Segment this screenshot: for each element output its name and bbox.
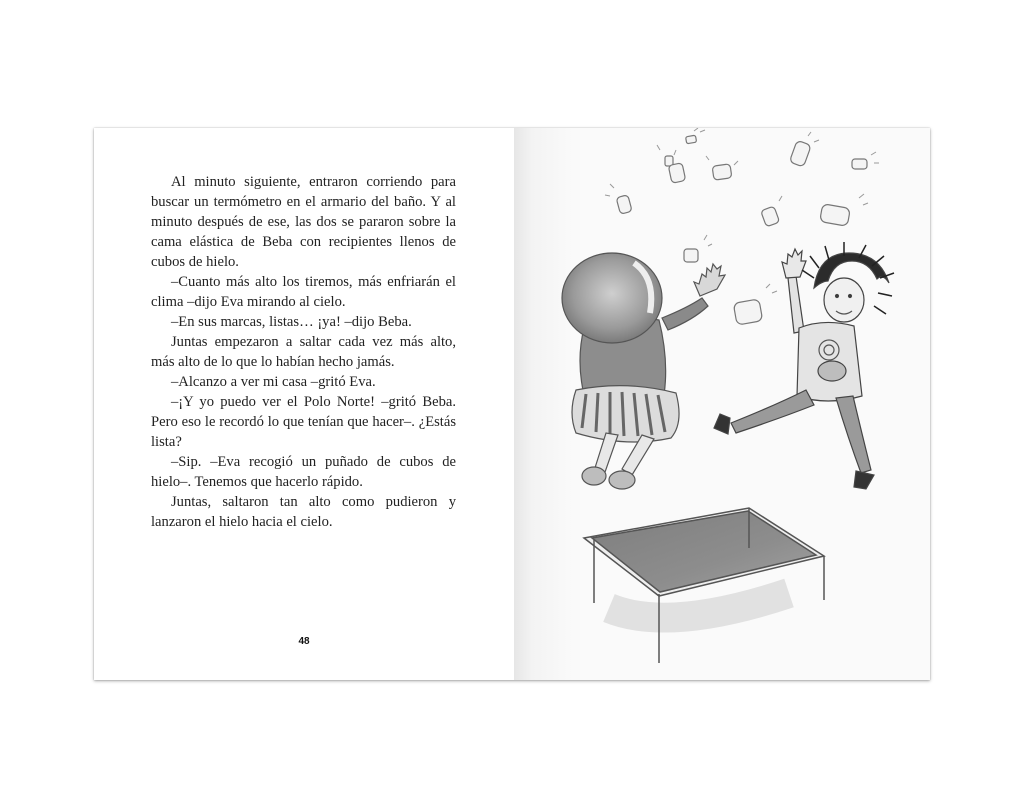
girl-left	[562, 253, 725, 489]
paragraph-1: Al minuto siguiente, entraron corriendo para buscar un termómetro en el armario del baño. Y al minuto después de ese, las dos se pararon sobre la cama elástica de Beba con recipientes llenos de cubos de hielo.	[151, 174, 456, 270]
right-page	[514, 128, 930, 680]
paragraph-6: –¡Y yo puedo ver el Polo Norte! –gritó Beba. Pero eso le recordó lo que tenían que hacer–. ¿Estás lista?	[151, 394, 456, 450]
book-spread	[94, 128, 930, 680]
page-number: 48	[298, 636, 310, 647]
paragraph-3: –En sus marcas, listas… ¡ya! –dijo Beba.	[171, 314, 412, 330]
paragraph-8: Juntas, saltaron tan alto como pudieron y lanzaron el hielo hacia el cielo.	[151, 494, 456, 530]
paragraph-2: –Cuanto más alto los tiremos, más enfriarán el clima –dijo Eva mirando al cielo.	[151, 274, 456, 310]
paragraph-5: –Alcanzo a ver mi casa –gritó Eva.	[171, 374, 376, 390]
left-page	[94, 128, 514, 680]
paragraph-4: Juntas empezaron a saltar cada vez más alto, más alto de lo que lo habían hecho jamás.	[151, 334, 456, 370]
paragraph-7: –Sip. –Eva recogió un puñado de cubos de hielo–. Tenemos que hacerlo rápido.	[151, 454, 456, 490]
girl-right	[714, 242, 894, 489]
trampoline	[584, 508, 824, 663]
illustration-girls-trampoline	[514, 128, 930, 680]
story-text	[151, 172, 456, 532]
